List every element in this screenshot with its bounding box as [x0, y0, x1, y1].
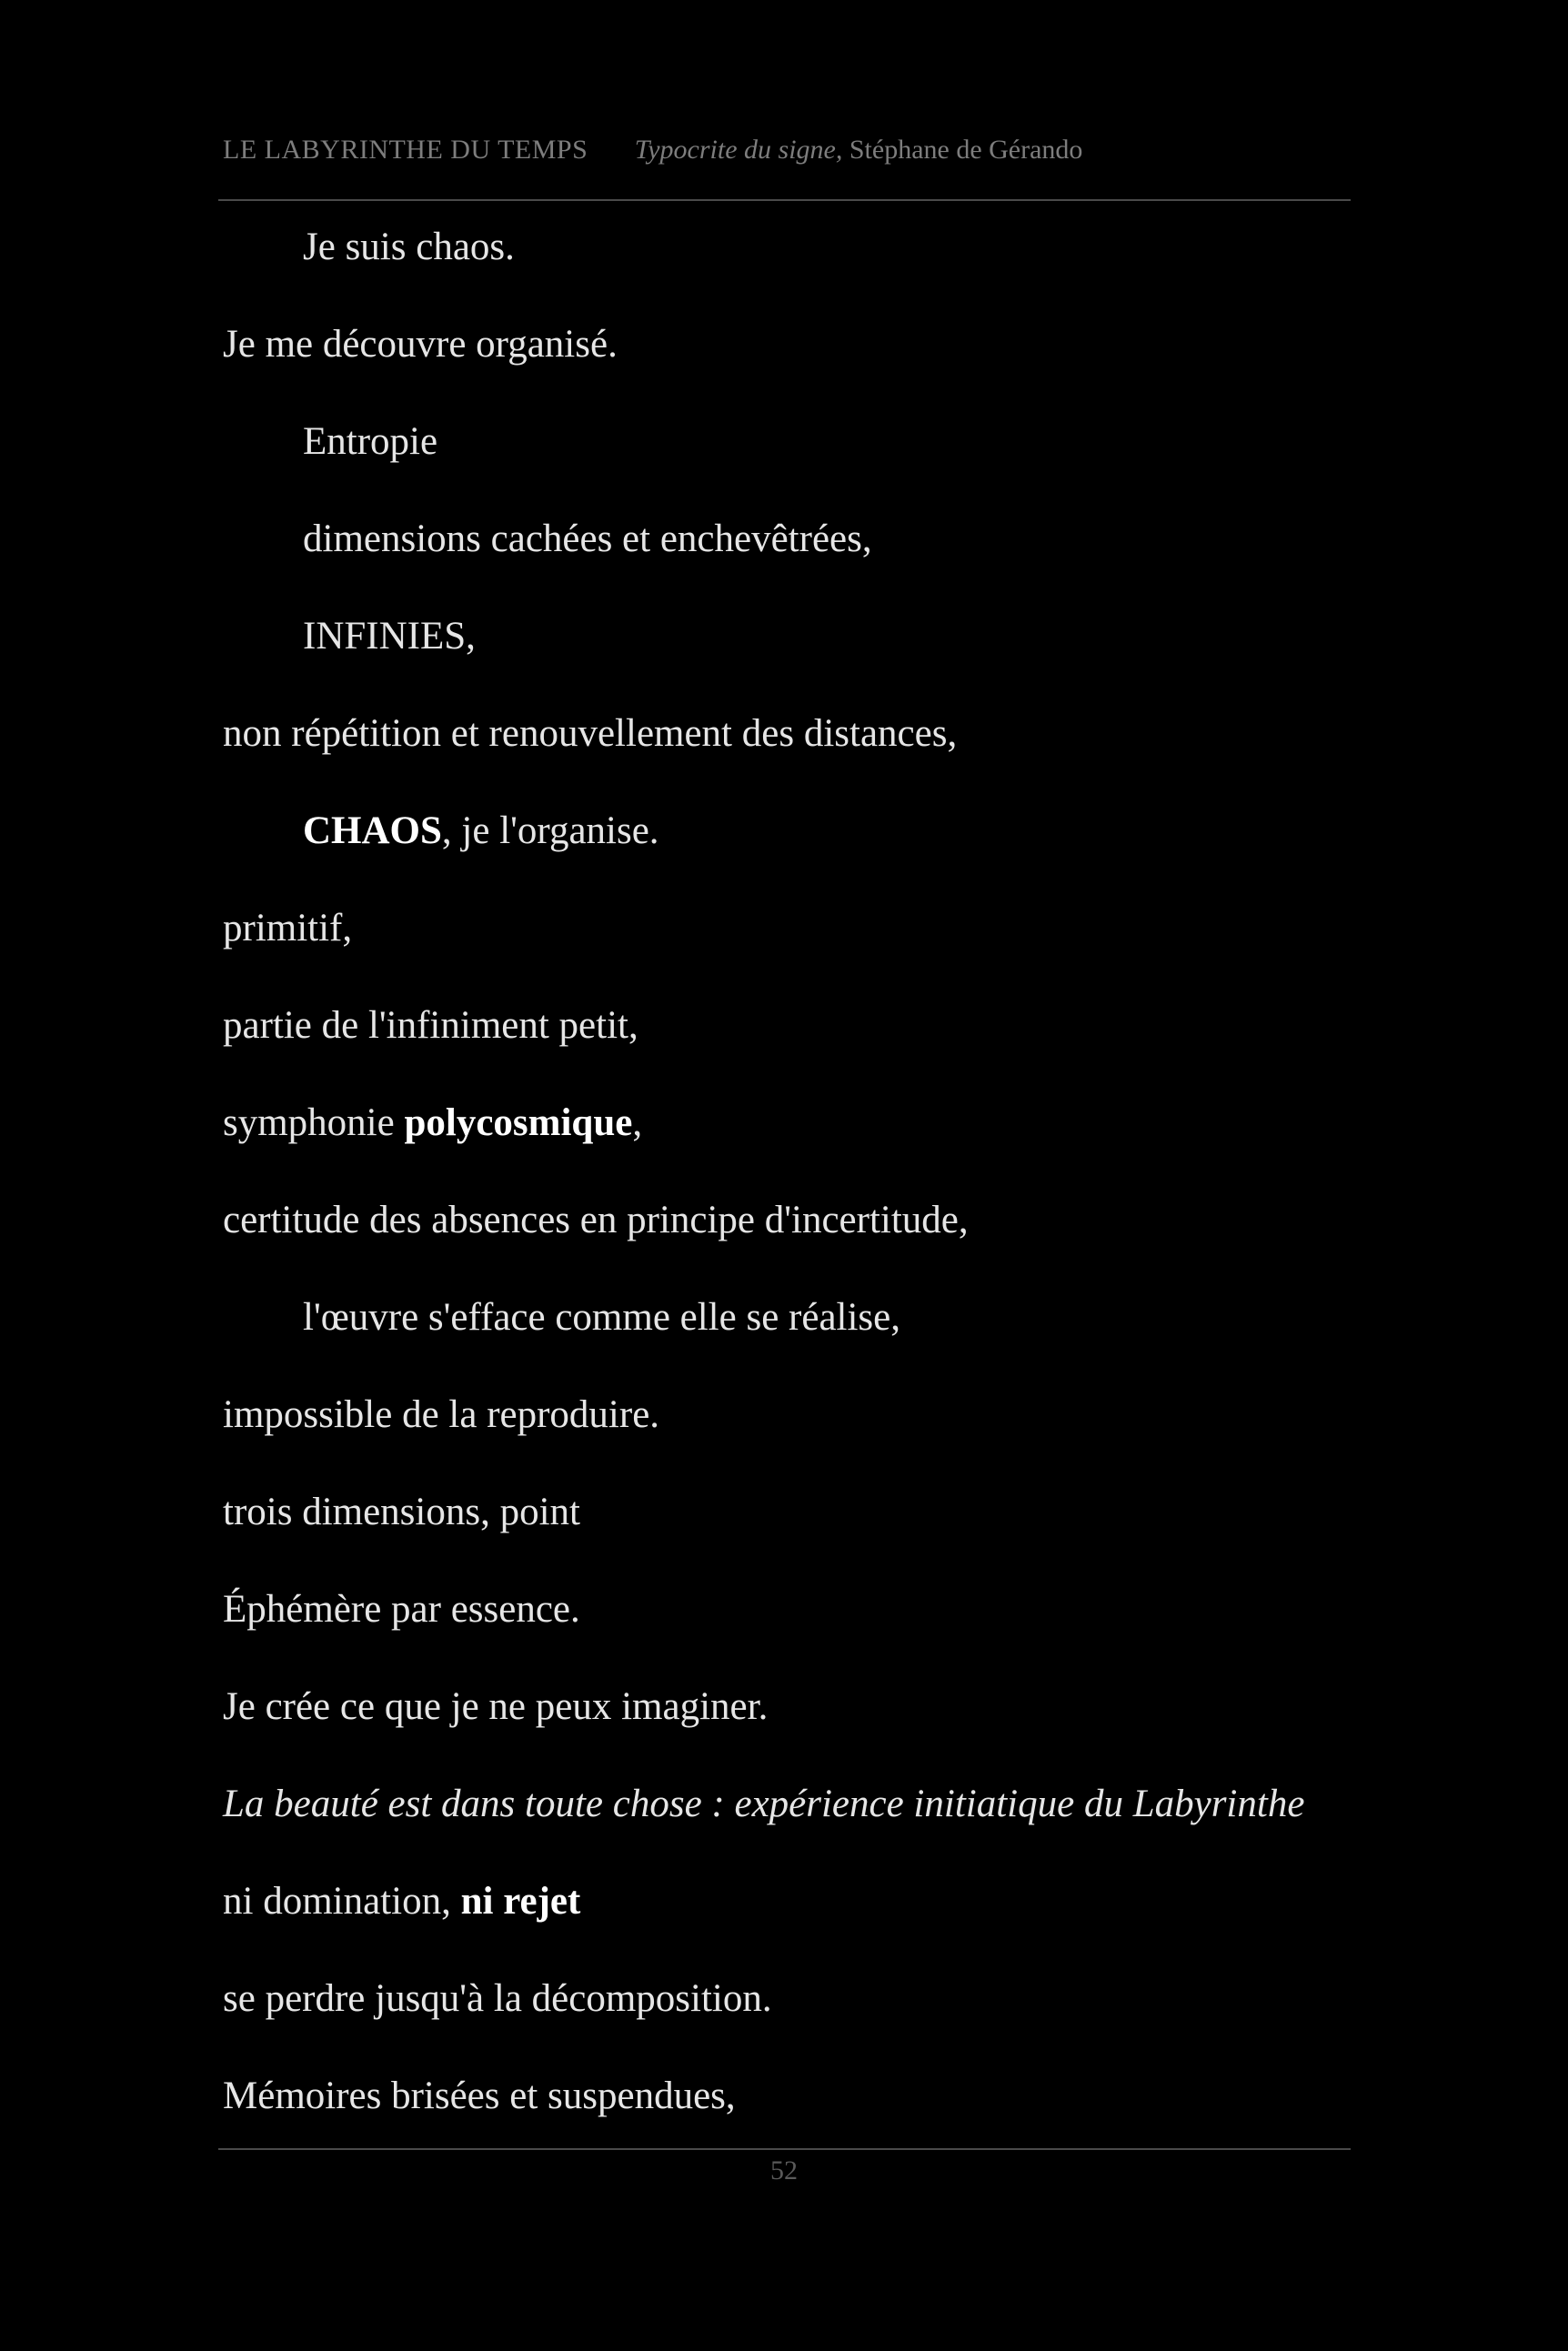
line-text: ni domination, [223, 1880, 461, 1923]
line-text: certitude des absences en principe d'incertitude, [223, 1199, 969, 1241]
poem-line [223, 1874, 1351, 1972]
poem-line [223, 1582, 1351, 1680]
footer-divider [218, 2148, 1351, 2150]
poem-line [223, 415, 1351, 512]
line-text: Entropie [303, 420, 438, 463]
book-title: LE LABYRINTHE DU TEMPS [223, 135, 588, 165]
line-text: l'œuvre s'efface comme elle se réalise, [303, 1296, 900, 1339]
running-header [223, 135, 1351, 180]
line-bold-text: polycosmique [404, 1101, 633, 1144]
line-text: Mémoires brisées et suspendues, [223, 2075, 736, 2117]
line-text: impossible de la reproduire. [223, 1393, 660, 1436]
line-text: Je suis chaos. [303, 226, 515, 268]
line-text: Je me découvre organisé. [223, 323, 618, 366]
poem-line [223, 1193, 1351, 1291]
poem-line [223, 609, 1351, 707]
line-text: , [632, 1101, 643, 1144]
poem-line [223, 1096, 1351, 1193]
poem-line [223, 220, 1351, 317]
poem-line [223, 1777, 1351, 1874]
poem-line [223, 901, 1351, 999]
poem-line [223, 317, 1351, 415]
work-title: Typocrite du signe, [634, 135, 843, 165]
line-text: La beauté est dans toute chose : expérience initiatique du Labyrinthe [223, 1783, 1305, 1825]
line-text: dimensions cachées et enchevêtrées, [303, 517, 872, 560]
line-text: , je l'organise. [441, 809, 659, 852]
line-text: Éphémère par essence. [223, 1588, 580, 1631]
header-divider [218, 199, 1351, 201]
poem-line [223, 512, 1351, 609]
poem-line [223, 1680, 1351, 1777]
line-text: se perdre jusqu'à la décomposition. [223, 1977, 772, 2020]
line-text: trois dimensions, point [223, 1491, 580, 1533]
line-text: INFINIES, [303, 615, 476, 658]
page-number: 52 [770, 2155, 798, 2185]
poem-line [223, 804, 1351, 901]
line-text: partie de l'infiniment petit, [223, 1004, 638, 1047]
line-bold-text: ni rejet [460, 1880, 581, 1923]
poem-text [223, 220, 1351, 2166]
line-text: symphonie [223, 1101, 405, 1144]
poem-line [223, 1291, 1351, 1388]
line-text: non répétition et renouvellement des distances, [223, 712, 958, 755]
poem-line [223, 2069, 1351, 2166]
line-text: Je crée ce que je ne peux imaginer. [223, 1685, 769, 1728]
poem-line [223, 1972, 1351, 2069]
poem-line [223, 1388, 1351, 1485]
poem-line [223, 1485, 1351, 1582]
poem-line [223, 707, 1351, 804]
poem-line [223, 999, 1351, 1096]
line-bold-text: CHAOS [303, 809, 442, 852]
line-text: primitif, [223, 907, 353, 949]
author-name: Stéphane de Gérando [849, 135, 1083, 165]
